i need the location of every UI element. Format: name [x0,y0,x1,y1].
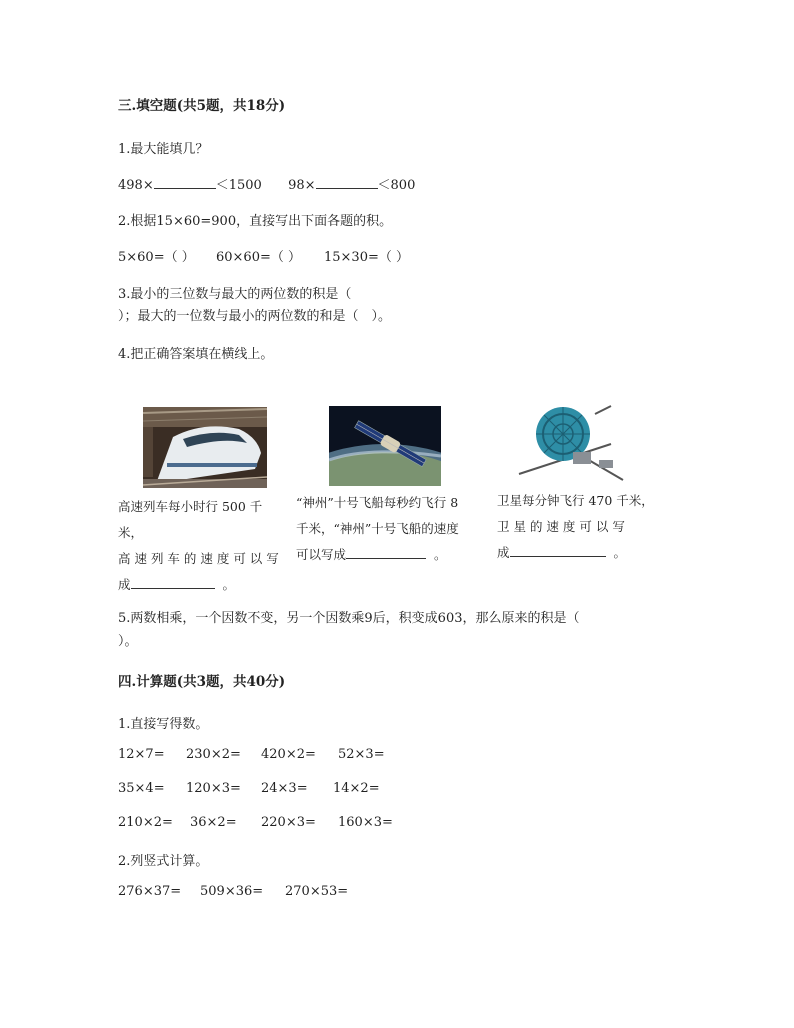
q2-prompt: 2.根据15×60=900，直接写出下面各题的积。 [118,214,393,229]
train-answer-blank[interactable] [131,576,215,589]
caption-spacecraft-line3: 可以写成 。 [296,547,447,562]
q1-expressions [118,174,415,193]
caption-spacecraft-line1: “神州”十号飞船每秒约飞行 8 [296,495,459,510]
caption-spacecraft [296,490,486,568]
spacecraft-answer-blank[interactable] [346,546,426,559]
q2-item: 60×60=（ ） [216,250,302,265]
spacecraft-image [329,406,441,486]
caption-train-line1: 高速列车每小时行 500 千米， [118,499,263,540]
q3-line2: ）；最大的一位数与最小的两位数的和是（ ）。 [118,309,392,324]
q1-prompt: 1.最大能填几？ [118,142,209,157]
caption-spacecraft-line2: 千米，“神州”十号飞船的速度 [296,521,459,536]
vertical-calc-item: 276×37= [118,884,182,899]
caption-satellite-line2: 卫 星 的 速 度 可 以 写 [497,519,625,534]
calc-item: 230×2= [186,747,241,762]
calc-item: 160×3= [338,815,393,830]
caption-train-line2: 高 速 列 车 的 速 度 可 以 写 [118,551,279,566]
train-image [143,407,267,488]
calc-item: 420×2= [261,747,316,762]
calc-item: 12×7= [118,747,165,762]
calc-item: 210×2= [118,815,173,830]
calc-item: 220×3= [261,815,316,830]
q1-a-left: 498× [118,178,154,193]
q2-item: 5×60=（ ） [118,250,195,265]
calc2-prompt: 2.列竖式计算。 [118,854,209,869]
q2-item: 15×30=（ ） [324,250,410,265]
q5-line1: 5.两数相乘，一个因数不变，另一个因数乘9后，积变成603，那么原来的积是（ [118,611,580,626]
satellite-image [515,404,627,484]
calc-item: 14×2= [333,781,380,796]
vertical-calc-item: 509×36= [200,884,264,899]
q1-b-blank[interactable] [316,176,378,189]
calc-item: 120×3= [186,781,241,796]
calc-item: 35×4= [118,781,165,796]
section3-title: 三.填空题(共5题，共18分) [118,98,286,114]
caption-satellite [497,488,657,566]
caption-satellite-line1: 卫星每分钟飞行 470 千米， [497,493,654,508]
caption-train [118,494,286,598]
satellite-answer-blank[interactable] [510,544,606,557]
q1-a-right: ＜1500 [215,178,262,193]
q3-line1: 3.最小的三位数与最大的两位数的积是（ [118,287,352,302]
q1-a-blank[interactable] [154,176,216,189]
vertical-calc-item: 270×53= [285,884,349,899]
section4-title: 四.计算题(共3题，共40分) [118,674,286,690]
calc-item: 24×3= [261,781,308,796]
q5-line2: ）。 [118,634,138,649]
caption-satellite-line3: 成 。 [497,545,626,560]
calc-item: 52×3= [338,747,385,762]
caption-train-line3: 成 。 [118,577,235,592]
q1-b-left: 98× [288,178,316,193]
calc1-prompt: 1.直接写得数。 [118,717,209,732]
calc-item: 36×2= [190,815,237,830]
q1-b-right: ＜800 [377,178,416,193]
q4-prompt: 4.把正确答案填在横线上。 [118,347,274,362]
